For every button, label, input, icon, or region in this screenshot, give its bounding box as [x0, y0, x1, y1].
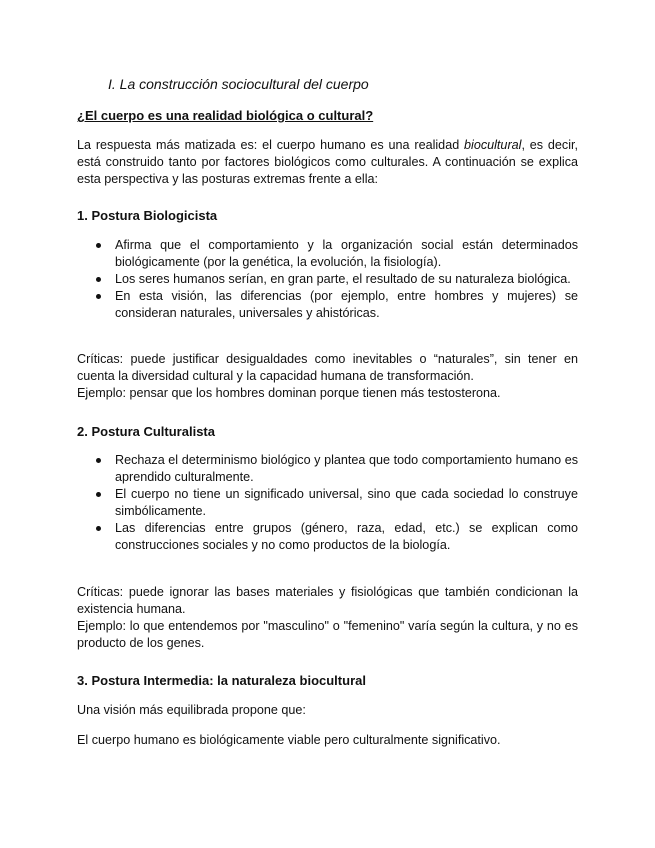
bullet-icon [96, 294, 101, 299]
bullet-icon [96, 492, 101, 497]
bullet-text: Las diferencias entre grupos (género, raza, edad, etc.) se explican como construcciones sociales y no como productos de la biología. [115, 521, 578, 552]
bullet-text: Los seres humanos serían, en gran parte, el resultado de su naturaleza biológica. [115, 272, 571, 286]
bullet-icon [96, 526, 101, 531]
section1-bullet-list [77, 237, 578, 322]
intro-emphasis: biocultural [464, 138, 522, 152]
section1-ejemplo: Ejemplo: pensar que los hombres dominan porque tienen más testosterona. [77, 386, 501, 400]
section3-lead: Una visión más equilibrada propone que: [77, 703, 306, 717]
section1-criticas: Críticas: puede justificar desigualdades como inevitables o “naturales”, sin tener en cuenta la diversidad cultural y la capacidad humana de transformación. [77, 352, 578, 383]
bullet-icon [96, 243, 101, 248]
section2-heading: 2. Postura Culturalista [77, 424, 215, 439]
intro-text-before: La respuesta más matizada es: el cuerpo humano es una realidad [77, 138, 465, 152]
list-item [77, 486, 578, 520]
section3-heading: 3. Postura Intermedia: la naturaleza biocultural [77, 673, 366, 688]
list-item [77, 288, 578, 322]
bullet-text: En esta visión, las diferencias (por ejemplo, entre hombres y mujeres) se consideran naturales, universales y ahistóricas. [115, 289, 578, 320]
section2-criticas: Críticas: puede ignorar las bases materiales y fisiológicas que también condicionan la existencia humana. [77, 585, 578, 616]
bullet-text: El cuerpo no tiene un significado universal, sino que cada sociedad lo construye simbólicamente. [115, 487, 578, 518]
question-heading: ¿El cuerpo es una realidad biológica o cultural? [77, 108, 374, 123]
bullet-text: Rechaza el determinismo biológico y plantea que todo comportamiento humano es aprendido culturalmente. [115, 453, 578, 484]
section2-ejemplo: Ejemplo: lo que entendemos por "masculino" o "femenino" varía según la cultura, y no es producto de los genes. [77, 619, 578, 650]
list-item [77, 237, 578, 271]
intro-text-after: , es decir, está construido tanto por factores biológicos como culturales. A continuación se explica esta perspectiva y las posturas extremas frente a ella: [77, 138, 578, 186]
bullet-icon [96, 277, 101, 282]
list-item [77, 452, 578, 486]
section-title: I. La construcción sociocultural del cuerpo [108, 76, 369, 92]
section3-statement: El cuerpo humano es biológicamente viable pero culturalmente significativo. [77, 733, 501, 747]
section2-bullet-list [77, 452, 578, 554]
list-item [77, 271, 578, 288]
section1-heading: 1. Postura Biologicista [77, 208, 218, 223]
bullet-text: Afirma que el comportamiento y la organización social están determinados biológicamente (por la genética, la evolución, la fisiología). [115, 238, 578, 269]
intro-paragraph [77, 137, 578, 188]
bullet-icon [96, 458, 101, 463]
list-item [77, 520, 578, 554]
